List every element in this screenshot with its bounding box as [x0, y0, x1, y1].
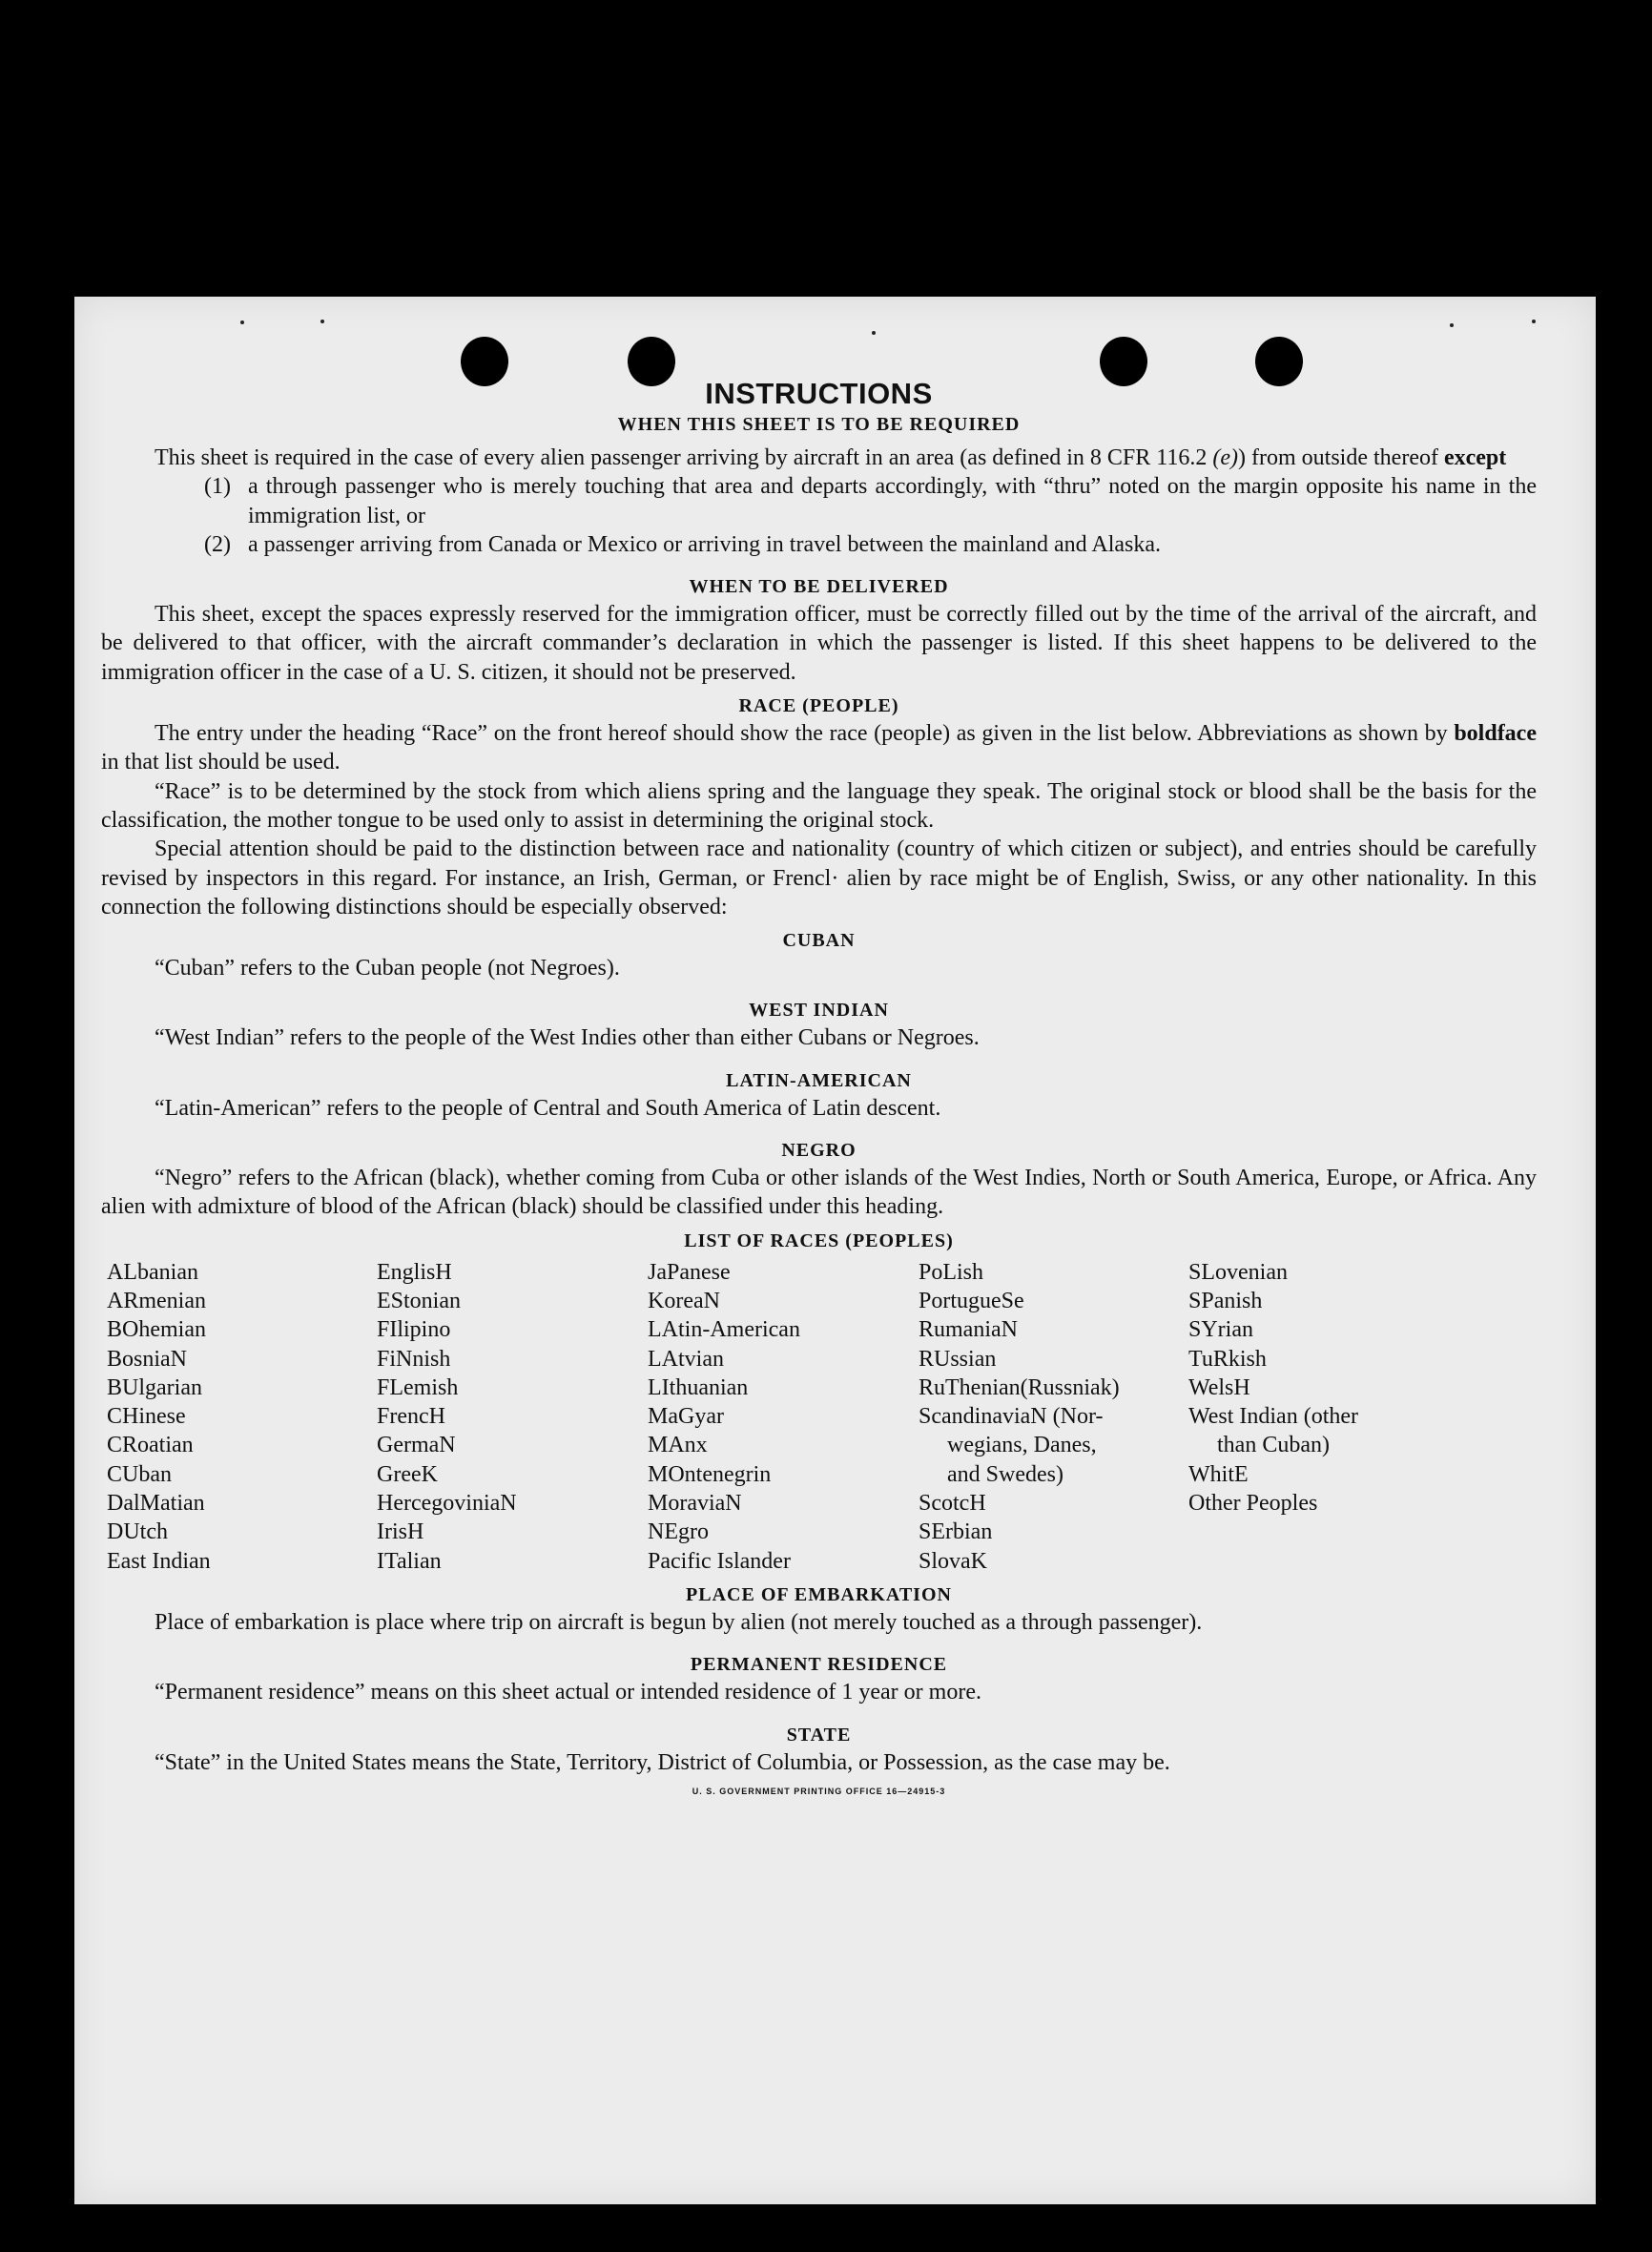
paragraph: Place of embarkation is place where trip on aircraft is begun by alien (not merely touched as a through passenger). — [155, 1609, 1203, 1635]
section-heading: WEST INDIAN — [749, 1000, 889, 1022]
instructions-content — [101, 377, 1537, 1796]
race-entry: SYrian — [1188, 1317, 1253, 1343]
section-heading: WHEN THIS SHEET IS TO BE REQUIRED — [617, 414, 1021, 435]
printer-imprint: U. S. GOVERNMENT PRINTING OFFICE 16—24915-3 — [692, 1786, 946, 1796]
race-entry: RUssian — [919, 1346, 997, 1372]
race-entry: IrisH — [377, 1519, 424, 1545]
race-entry: NEgro — [648, 1519, 709, 1545]
race-entry: Other Peoples — [1188, 1491, 1318, 1517]
race-entry: ARmenian — [107, 1288, 206, 1313]
race-entry: ALbanian — [107, 1259, 198, 1285]
race-entry: and Swedes) — [947, 1461, 1063, 1487]
race-entry: GreeK — [377, 1461, 438, 1487]
list-item: (1) a through passenger who is merely touching that area and departs accordingly, with “thru” noted on the margin opposite his name in the immigration list, or — [204, 474, 1537, 528]
section-heading: CUBAN — [782, 930, 856, 952]
paragraph: This sheet is required in the case of every alien passenger arriving by aircraft in an area (as defined in 8 CFR 116.2 (e)) from outside thereof except — [155, 445, 1507, 470]
race-entry: FiNnish — [377, 1346, 451, 1372]
speck — [240, 320, 244, 324]
race-entry: RumaniaN — [919, 1317, 1018, 1343]
paragraph: “Permanent residence” means on this sheet actual or intended residence of 1 year or more. — [155, 1680, 981, 1705]
race-entry: CUban — [107, 1461, 172, 1487]
paragraph: “Race” is to be determined by the stock from which aliens spring and the language they speak. The original stock or blood shall be the basis for the classification, the mother tongue to be used only to assist in determining the original stock. — [101, 778, 1537, 833]
section-heading: WHEN TO BE DELIVERED — [689, 576, 949, 598]
race-column — [377, 1258, 648, 1576]
speck — [1532, 320, 1536, 323]
race-entry: BosniaN — [107, 1346, 187, 1372]
race-entry: ITalian — [377, 1548, 442, 1574]
race-entry: KoreaN — [648, 1288, 720, 1313]
race-column — [107, 1258, 377, 1576]
race-entry: PoLish — [919, 1259, 984, 1285]
race-entry: EnglisH — [377, 1259, 452, 1285]
paragraph: “West Indian” refers to the people of the West Indies other than either Cubans or Negroes. — [155, 1025, 980, 1051]
section-heading: PLACE OF EMBARKATION — [686, 1583, 952, 1605]
race-column — [1188, 1258, 1475, 1576]
race-entry: WhitE — [1188, 1461, 1249, 1487]
section-heading: RACE (PEOPLE) — [738, 695, 899, 717]
race-entry: SlovaK — [919, 1548, 987, 1574]
race-entry: SLovenian — [1188, 1259, 1288, 1285]
race-entry: TuRkish — [1188, 1346, 1267, 1372]
race-entry: West Indian (other — [1188, 1404, 1359, 1430]
section-heading: NEGRO — [781, 1140, 857, 1162]
race-entry: than Cuban) — [1217, 1433, 1330, 1458]
race-entry: CHinese — [107, 1404, 186, 1430]
paragraph: “Cuban” refers to the Cuban people (not Negroes). — [155, 956, 620, 981]
race-entry: DUtch — [107, 1519, 168, 1545]
race-entry: ScandinaviaN (Nor- — [919, 1404, 1104, 1430]
speck — [1450, 323, 1454, 327]
race-column — [919, 1258, 1188, 1576]
section-heading: STATE — [786, 1724, 852, 1746]
paragraph: The entry under the heading “Race” on the front hereof should show the race (people) as given in the list below. Abbreviations as shown by boldface in that list should be used. — [101, 721, 1537, 775]
page-title: INSTRUCTIONS — [705, 377, 933, 410]
race-entry: GermaN — [377, 1433, 456, 1458]
race-entry: BOhemian — [107, 1317, 206, 1343]
race-entry: MaGyar — [648, 1404, 724, 1430]
race-column — [648, 1258, 919, 1576]
race-entry: LIthuanian — [648, 1374, 749, 1400]
paragraph: “Latin-American” refers to the people of Central and South America of Latin descent. — [155, 1095, 941, 1121]
speck — [320, 320, 324, 323]
race-entry: MAnx — [648, 1433, 708, 1458]
race-entry: PortugueSe — [919, 1288, 1024, 1313]
speck — [872, 331, 876, 335]
document-sheet — [74, 297, 1596, 2204]
race-entry: ScotcH — [919, 1491, 986, 1517]
race-entry: East Indian — [107, 1548, 211, 1574]
race-entry: CRoatian — [107, 1433, 194, 1458]
race-entry: MoraviaN — [648, 1491, 742, 1517]
section-heading: PERMANENT RESIDENCE — [690, 1654, 948, 1676]
race-entry: BUlgarian — [107, 1374, 202, 1400]
race-entry: EStonian — [377, 1288, 461, 1313]
paragraph: This sheet, except the spaces expressly reserved for the immigration officer, must be correctly filled out by the time of the arrival of the aircraft, and be delivered to that officer, with the aircraft commander’s declaration in which the passenger is listed. If this sheet happens to be delivered to the immigration officer in the case of a U. S. citizen, it should not be preserved. — [101, 602, 1537, 685]
race-entry: LAtvian — [648, 1346, 724, 1372]
race-entry: JaPanese — [648, 1259, 731, 1285]
paragraph: “Negro” refers to the African (black), whether coming from Cuba or other islands of the West Indies, North or South America, Europe, or Africa. Any alien with admixture of blood of the African (black) should be classified under this heading. — [101, 1166, 1537, 1220]
race-entry: RuThenian(Russniak) — [919, 1374, 1120, 1400]
list-item: (2) a passenger arriving from Canada or Mexico or arriving in travel between the mainland and Alaska. — [204, 531, 1161, 557]
race-entry: FrencH — [377, 1404, 445, 1430]
race-entry: Pacific Islander — [648, 1548, 791, 1574]
race-entry: DalMatian — [107, 1491, 205, 1517]
race-list — [101, 1258, 1537, 1576]
section-heading: LIST OF RACES (PEOPLES) — [684, 1229, 954, 1251]
paragraph: “State” in the United States means the State, Territory, District of Columbia, or Possession, as the case may be. — [155, 1749, 1170, 1775]
race-entry: FIlipino — [377, 1317, 451, 1343]
race-entry: FLemish — [377, 1374, 459, 1400]
race-entry: HercegoviniaN — [377, 1491, 517, 1517]
race-entry: WelsH — [1188, 1374, 1250, 1400]
race-entry: MOntenegrin — [648, 1461, 772, 1487]
race-entry: SErbian — [919, 1519, 993, 1545]
race-entry: wegians, Danes, — [947, 1433, 1097, 1458]
paragraph: Special attention should be paid to the distinction between race and nationality (country of which citizen or subject), and entries should be carefully revised by inspectors in this regard. For instance, an Irish, German, or Frencl· alien by race might be of English, Swiss, or any other nationality. In this connection the following distinctions should be especially observed: — [101, 837, 1537, 919]
race-entry: LAtin-American — [648, 1317, 800, 1343]
section-heading: LATIN-AMERICAN — [726, 1069, 912, 1091]
race-entry: SPanish — [1188, 1288, 1263, 1313]
